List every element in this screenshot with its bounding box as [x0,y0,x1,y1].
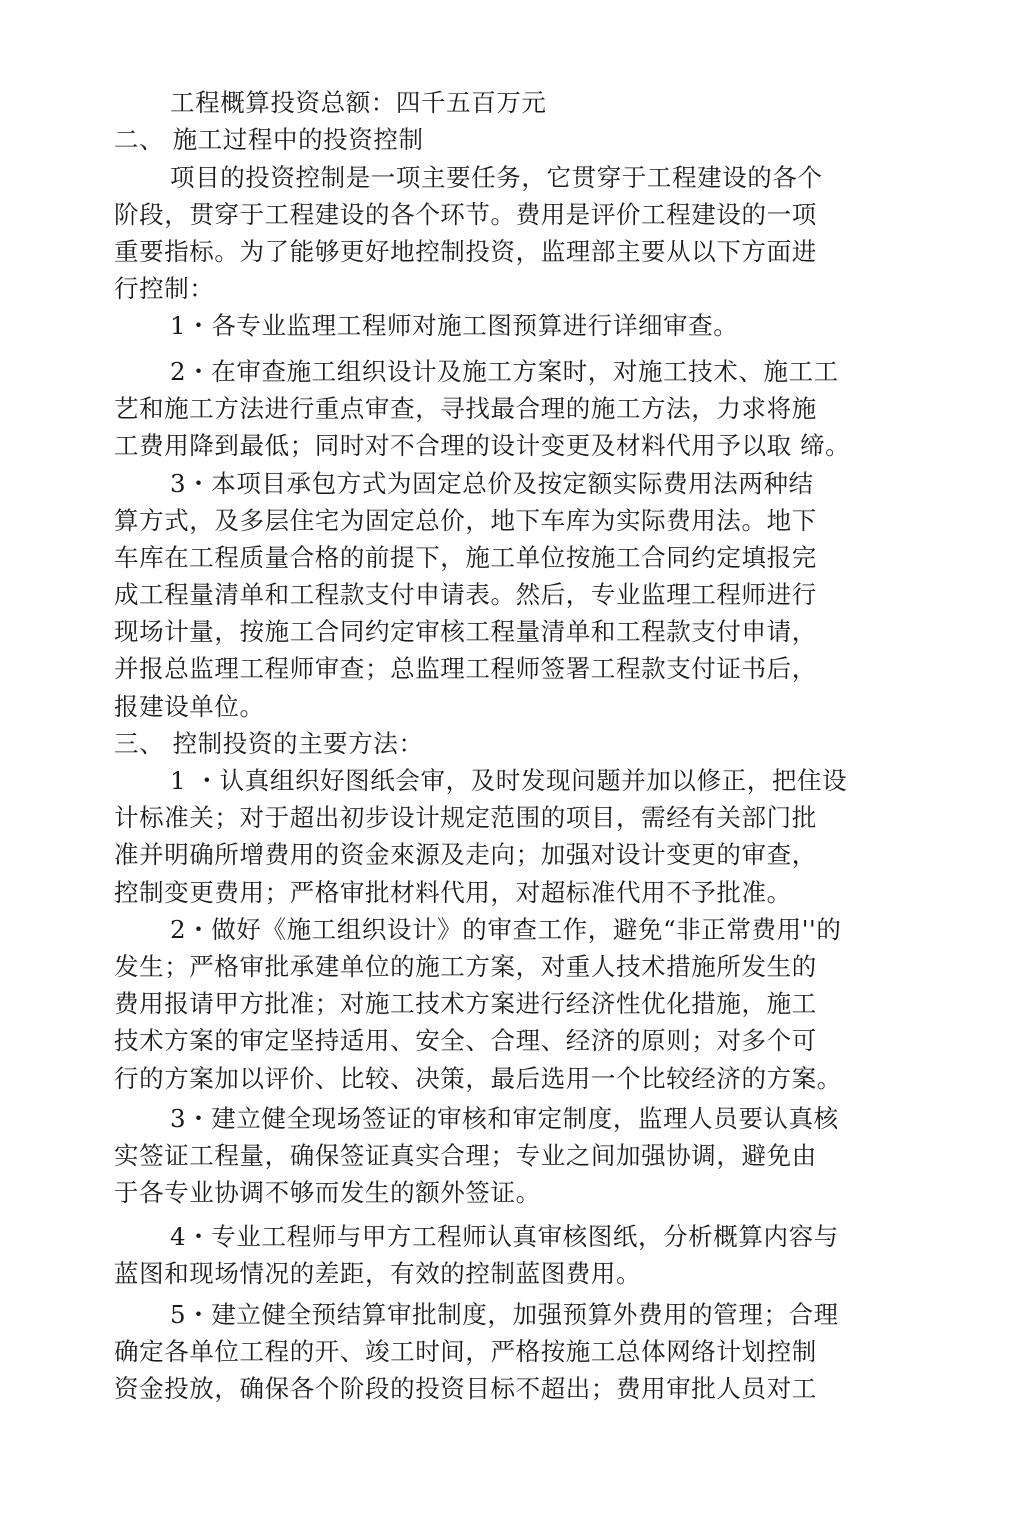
text-line-13: 车库在工程质量合格的前提下，施工单位按施工合同约定填报完 [114,543,817,572]
text-line-23: 2・做好《施工组织设计》的审查工作，避免“非正常费用''的 [170,915,842,944]
text-line-17: 报建设单位。 [114,692,265,721]
text-line-8: 2・在审查施工组织设计及施工方案时，对施工技术、施工工 [170,357,839,386]
text-line-27: 行的方案加以评价、比较、决策，最后选用一个比较经济的方案。 [114,1064,842,1093]
text-line-28: 3・建立健全现场签证的审核和审定制度，监理人员要认真核 [170,1104,839,1133]
text-line-32: 蓝图和现场情况的差距，有效的控制蓝图费用。 [114,1259,642,1288]
text-line-16: 并报总监理工程师审查；总监理工程师签署工程款支付证书后， [114,654,817,683]
section-heading-3: 三、 控制投资的主要方法： [114,729,424,758]
text-line-30: 于各专业协调不够而发生的额外签证。 [114,1178,541,1207]
text-line-21: 准并明确所增费用的资金來源及走向；加强对设计变更的审查， [114,840,817,869]
text-line-33: 5・建立健全预结算审批制度，加强预算外费用的管理；合理 [170,1300,839,1329]
text-line-29: 实签证工程量，确保签证真实合理；专业之间加强协调，避免由 [114,1141,817,1170]
text-line-25: 费用报请甲方批准；对施工技术方案进行经济性优化措施，施工 [114,989,817,1018]
text-line-26: 技术方案的审定坚持适用、安全、合理、经济的原则；对多个可 [114,1026,817,1055]
text-line-15: 现场计量，按施工合同约定审核工程量清单和工程款支付申请， [114,617,817,646]
text-line-4: 阶段，贯穿于工程建设的各个环节。费用是评价工程建设的一项 [114,200,817,229]
text-line-35: 资金投放，确保各个阶段的投资目标不超出；费用审批人员对工 [114,1374,817,1403]
text-line-9: 艺和施工方法进行重点审查，寻找最合理的施工方法，力求将施 [114,394,817,423]
text-line-5: 重要指标。为了能够更好地控制投资，监理部主要从以下方面进 [114,237,817,266]
text-line-19: 1 ・认真组织好图纸会审，及时发现问题并加以修正，把住设 [170,766,848,795]
section-heading-2: 二、 施工过程中的投资控制 [114,125,424,154]
text-line-14: 成工程量清单和工程款支付申请表。然后，专业监理工程师进行 [114,580,817,609]
text-line-7: 1・各专业监理工程师对施工图预算进行详细审查。 [170,311,739,340]
text-line-22: 控制变更费用；严格审批材料代用，对超标准代用不予批准。 [114,878,792,907]
text-line-10: 工费用降到最低；同时对不合理的设计变更及材料代用予以取 缔。 [114,431,851,460]
text-line-31: 4・专业工程师与甲方工程师认真审核图纸，分析概算内容与 [170,1222,839,1251]
text-line-3: 项目的投资控制是一项主要任务，它贯穿于工程建设的各个 [170,163,823,192]
text-line-12: 算方式，及多层住宅为固定总价，地下车库为实际费用法。地下 [114,506,817,535]
text-line-6: 行控制： [114,274,215,303]
text-line-20: 计标准关；对于超出初步设计规定范围的项目，需经有关部门批 [114,803,817,832]
text-line-11: 3・本项目承包方式为固定总价及按定额实际费用法两种结 [170,469,814,498]
text-line-24: 发生；严格审批承建单位的施工方案，对重人技术措施所发生的 [114,952,817,981]
text-line-1: 工程概算投资总额：四千五百万元 [170,88,547,117]
text-line-34: 确定各单位工程的开、竣工时间，严格按施工总体网络计划控制 [114,1337,817,1366]
